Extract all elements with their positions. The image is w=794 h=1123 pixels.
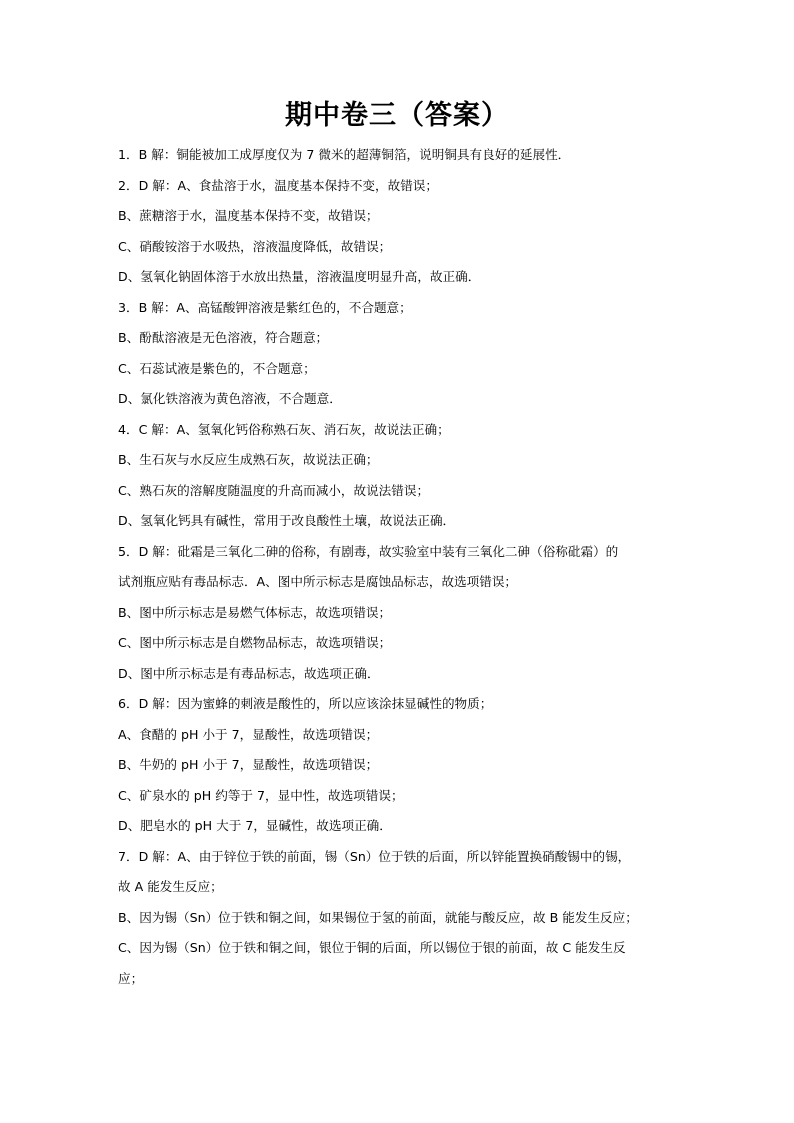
answer-line: B、蔗糖溶于水，温度基本保持不变，故错误； (118, 208, 379, 223)
answer-line: 4．C 解：A、氢氧化钙俗称熟石灰、消石灰，故说法正确； (118, 421, 450, 437)
answer-line: C、因为锡（Sn）位于铁和铜之间，银位于铜的后面，所以锡位于银的前面，故 C 能发生反 (118, 940, 626, 955)
answer-line: D、图中所示标志是有毒品标志，故选项正确． (118, 665, 380, 681)
answer-line: 2．D 解：A、食盐溶于水，温度基本保持不变，故错误； (118, 177, 438, 193)
answer-line: 3．B 解：A、高锰酸钾溶液是紫红色的，不合题意； (118, 299, 412, 315)
answer-line: C、硝酸铵溶于水吸热，溶液温度降低，故错误； (118, 238, 392, 254)
answer-line: D、氯化铁溶液为黄色溶液，不合题意． (118, 391, 342, 406)
answer-line: B、生石灰与水反应生成熟石灰，故说法正确； (118, 452, 379, 467)
answer-line: 应； (118, 970, 144, 986)
answer-line: B、因为锡（Sn）位于铁和铜之间，如果锡位于氢的前面，就能与酸反应，故 B 能发生反应； (118, 909, 638, 925)
page-title: 期中卷三（答案） (285, 100, 509, 131)
answer-line: C、熟石灰的溶解度随温度的升高而减小，故说法错误； (118, 482, 430, 498)
answer-line: 1．B 解：铜能被加工成厚度仅为 7 微米的超薄铜箔，说明铜具有良好的延展性． (118, 147, 571, 162)
answer-line: B、酚酞溶液是无色溶液，符合题意； (118, 330, 329, 345)
answer-body (118, 140, 688, 994)
answer-line: D、氢氧化钙具有碱性，常用于改良酸性土壤，故说法正确． (118, 513, 456, 528)
answer-line: B、牛奶的 pH 小于 7，显酸性，故选项错误； (118, 757, 379, 772)
answer-line: 5．D 解：砒霜是三氧化二砷的俗称，有剧毒，故实验室中装有三氧化二砷（俗称砒霜）的 (118, 543, 619, 559)
answer-line: B、图中所示标志是易燃气体标志，故选项错误； (118, 604, 392, 620)
answer-line: 6．D 解：因为蜜蜂的刺液是酸性的，所以应该涂抹显碱性的物质； (118, 696, 493, 711)
answer-line: 试剂瓶应贴有毒品标志．A、图中所示标志是腐蚀品标志，故选项错误； (118, 574, 518, 589)
answer-line: C、图中所示标志是自燃物品标志，故选项错误； (118, 635, 392, 650)
answer-line: 7．D 解：A、由于锌位于铁的前面，锡（Sn）位于铁的后面，所以锌能置换硝酸锡中的锡， (118, 848, 631, 864)
answer-line: A、食醋的 pH 小于 7，显酸性，故选项错误； (118, 726, 379, 742)
answer-line: C、石蕊试液是紫色的，不合题意； (118, 360, 316, 376)
answer-line: 故 A 能发生反应； (118, 879, 223, 894)
answer-line: D、氢氧化钠固体溶于水放出热量，溶液温度明显升高，故正确． (118, 269, 481, 284)
answer-line: D、肥皂水的 pH 大于 7，显碱性，故选项正确． (118, 818, 392, 833)
answer-line: C、矿泉水的 pH 约等于 7，显中性，故选项错误； (118, 787, 404, 803)
